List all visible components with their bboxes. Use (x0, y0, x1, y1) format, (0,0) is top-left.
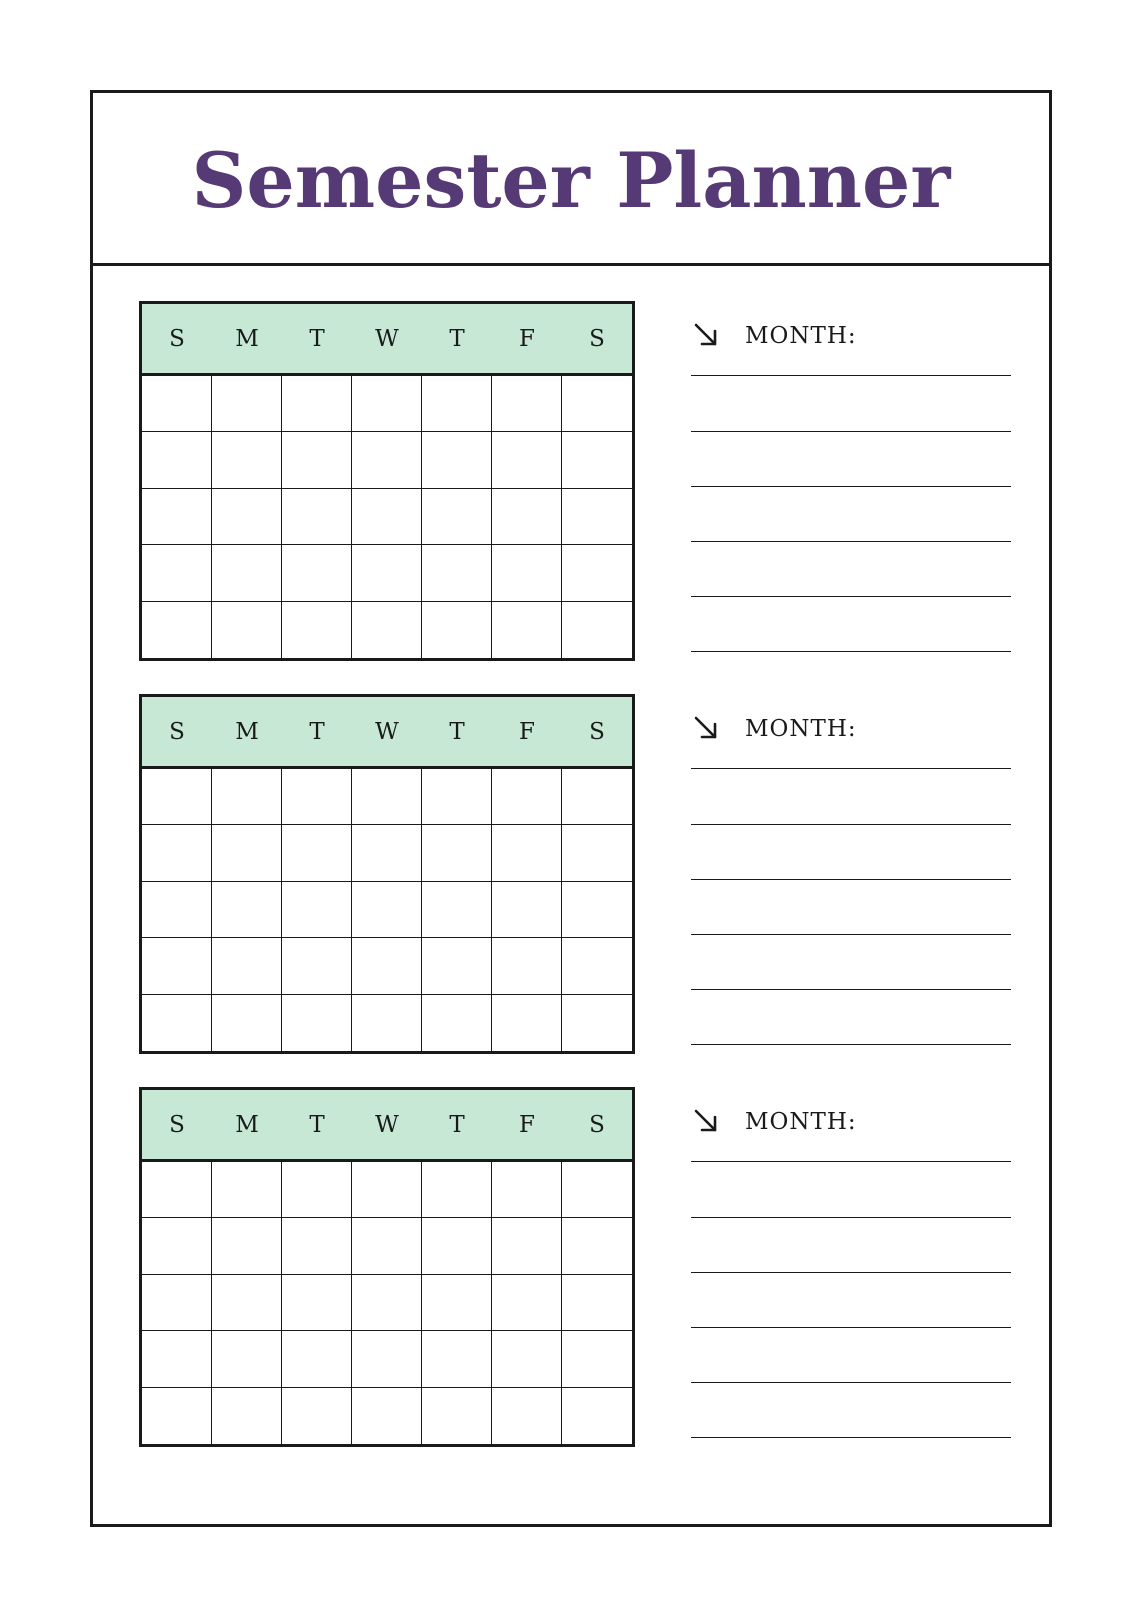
weekday-label: F (519, 325, 535, 352)
calendar-cell[interactable] (422, 602, 492, 658)
calendar-cell[interactable] (492, 825, 562, 881)
calendar-cell[interactable] (352, 995, 422, 1051)
calendar-cell[interactable] (422, 995, 492, 1051)
note-line[interactable] (691, 1437, 1011, 1438)
calendar-cell[interactable] (562, 825, 632, 881)
calendar-cell[interactable] (422, 1162, 492, 1218)
calendar-cell[interactable] (212, 938, 282, 994)
weekday-label: W (375, 325, 399, 352)
calendar-cell[interactable] (142, 1331, 212, 1387)
month-calendar (139, 694, 635, 1054)
calendar-cell[interactable] (142, 882, 212, 938)
calendar-cell[interactable] (492, 1218, 562, 1274)
calendar-cell[interactable] (352, 1218, 422, 1274)
weekday-label: M (235, 718, 259, 745)
calendar-cell[interactable] (422, 545, 492, 601)
calendar-cell[interactable] (352, 1331, 422, 1387)
calendar-cell[interactable] (562, 376, 632, 432)
calendar-cell[interactable] (562, 489, 632, 545)
calendar-cell[interactable] (352, 825, 422, 881)
calendar-cell[interactable] (492, 376, 562, 432)
calendar-cell[interactable] (282, 1162, 352, 1218)
calendar-cell[interactable] (352, 938, 422, 994)
month-section (139, 1087, 1009, 1447)
calendar-cell[interactable] (352, 769, 422, 825)
month-field[interactable] (691, 1087, 1011, 1162)
calendar-cell[interactable] (422, 769, 492, 825)
weekday-label: T (449, 1111, 465, 1138)
weekday-label: S (589, 325, 605, 352)
month-label: MONTH: (745, 716, 857, 742)
note-line[interactable] (691, 1382, 1011, 1383)
month-notes (691, 301, 1011, 661)
calendar-cell[interactable] (212, 489, 282, 545)
calendar-cell[interactable] (562, 938, 632, 994)
calendar-cell[interactable] (212, 995, 282, 1051)
note-line[interactable] (691, 541, 1011, 542)
calendar-cell[interactable] (142, 432, 212, 488)
calendar-cell[interactable] (422, 938, 492, 994)
calendar-cell[interactable] (562, 882, 632, 938)
calendar-cell[interactable] (212, 825, 282, 881)
calendar-cell[interactable] (562, 1275, 632, 1331)
calendar-cell[interactable] (282, 1218, 352, 1274)
calendar-cell[interactable] (422, 489, 492, 545)
calendar-cell[interactable] (352, 1388, 422, 1444)
weekday-label: M (235, 325, 259, 352)
month-section (139, 694, 1009, 1054)
calendar-cell[interactable] (282, 545, 352, 601)
calendar-cell[interactable] (282, 602, 352, 658)
calendar-grid (142, 769, 632, 1051)
arrow-down-right-icon (691, 713, 721, 743)
note-line[interactable] (691, 596, 1011, 597)
calendar-cell[interactable] (282, 489, 352, 545)
calendar-cell[interactable] (422, 1331, 492, 1387)
calendar-cell[interactable] (142, 376, 212, 432)
calendar-cell[interactable] (352, 489, 422, 545)
note-line[interactable] (691, 879, 1011, 880)
calendar-cell[interactable] (492, 938, 562, 994)
weekday-label: F (519, 1111, 535, 1138)
note-line[interactable] (691, 431, 1011, 432)
note-line[interactable] (691, 1217, 1011, 1218)
calendar-cell[interactable] (562, 1388, 632, 1444)
calendar-cell[interactable] (282, 882, 352, 938)
calendar-cell[interactable] (212, 769, 282, 825)
month-field[interactable] (691, 301, 1011, 376)
month-section (139, 301, 1009, 661)
calendar-cell[interactable] (142, 825, 212, 881)
month-notes (691, 1087, 1011, 1447)
calendar-cell[interactable] (282, 769, 352, 825)
calendar-cell[interactable] (212, 882, 282, 938)
calendar-cell[interactable] (282, 432, 352, 488)
weekday-label: W (375, 1111, 399, 1138)
calendar-cell[interactable] (142, 938, 212, 994)
weekday-label: S (589, 718, 605, 745)
month-notes (691, 694, 1011, 1054)
weekday-label: S (589, 1111, 605, 1138)
calendar-cell[interactable] (562, 1218, 632, 1274)
calendar-cell[interactable] (282, 1388, 352, 1444)
calendar-cell[interactable] (422, 1275, 492, 1331)
calendar-cell[interactable] (492, 1388, 562, 1444)
month-calendar (139, 301, 635, 661)
calendar-cell[interactable] (352, 545, 422, 601)
month-label: MONTH: (745, 323, 857, 349)
calendar-cell[interactable] (212, 1331, 282, 1387)
calendar-cell[interactable] (492, 1162, 562, 1218)
calendar-cell[interactable] (492, 602, 562, 658)
calendar-cell[interactable] (212, 1162, 282, 1218)
month-label: MONTH: (745, 1109, 857, 1135)
calendar-cell[interactable] (422, 825, 492, 881)
calendar-cell[interactable] (562, 1331, 632, 1387)
weekday-header (142, 1090, 632, 1162)
note-line[interactable] (691, 989, 1011, 990)
calendar-cell[interactable] (282, 1275, 352, 1331)
weekday-label: S (169, 1111, 185, 1138)
calendar-cell[interactable] (492, 769, 562, 825)
weekday-label: T (309, 1111, 325, 1138)
note-line[interactable] (691, 651, 1011, 652)
calendar-cell[interactable] (422, 432, 492, 488)
calendar-cell[interactable] (352, 432, 422, 488)
title-band (93, 93, 1049, 266)
calendar-cell[interactable] (212, 1218, 282, 1274)
calendar-cell[interactable] (142, 602, 212, 658)
calendar-cell[interactable] (492, 489, 562, 545)
calendar-cell[interactable] (142, 489, 212, 545)
calendar-cell[interactable] (352, 602, 422, 658)
calendar-cell[interactable] (212, 376, 282, 432)
weekday-label: M (235, 1111, 259, 1138)
calendar-cell[interactable] (282, 995, 352, 1051)
calendar-cell[interactable] (142, 1275, 212, 1331)
calendar-cell[interactable] (562, 995, 632, 1051)
weekday-label: T (449, 718, 465, 745)
calendar-cell[interactable] (352, 376, 422, 432)
month-calendar (139, 1087, 635, 1447)
calendar-cell[interactable] (562, 1162, 632, 1218)
calendar-cell[interactable] (352, 1162, 422, 1218)
calendar-cell[interactable] (142, 1218, 212, 1274)
note-line[interactable] (691, 934, 1011, 935)
calendar-cell[interactable] (142, 995, 212, 1051)
calendar-cell[interactable] (212, 602, 282, 658)
calendar-cell[interactable] (282, 938, 352, 994)
calendar-cell[interactable] (422, 1388, 492, 1444)
calendar-cell[interactable] (212, 1388, 282, 1444)
calendar-cell[interactable] (282, 1331, 352, 1387)
weekday-label: S (169, 325, 185, 352)
calendar-cell[interactable] (352, 1275, 422, 1331)
calendar-cell[interactable] (562, 545, 632, 601)
calendar-cell[interactable] (562, 432, 632, 488)
note-line[interactable] (691, 1272, 1011, 1273)
note-line[interactable] (691, 1327, 1011, 1328)
month-field[interactable] (691, 694, 1011, 769)
calendar-cell[interactable] (492, 432, 562, 488)
calendar-cell[interactable] (492, 995, 562, 1051)
weekday-label: T (309, 325, 325, 352)
calendar-grid (142, 376, 632, 658)
weekday-label: T (309, 718, 325, 745)
calendar-cell[interactable] (142, 769, 212, 825)
weekday-label: F (519, 718, 535, 745)
note-line[interactable] (691, 824, 1011, 825)
calendar-cell[interactable] (422, 882, 492, 938)
calendar-cell[interactable] (212, 432, 282, 488)
calendar-grid (142, 1162, 632, 1444)
calendar-cell[interactable] (142, 545, 212, 601)
calendar-cell[interactable] (562, 602, 632, 658)
calendar-cell[interactable] (492, 1331, 562, 1387)
arrow-down-right-icon (691, 1106, 721, 1136)
calendar-cell[interactable] (422, 1218, 492, 1274)
weekday-label: S (169, 718, 185, 745)
calendar-cell[interactable] (212, 545, 282, 601)
weekday-header (142, 304, 632, 376)
calendar-cell[interactable] (562, 769, 632, 825)
planner-page (90, 90, 1052, 1527)
weekday-header (142, 697, 632, 769)
calendar-cell[interactable] (282, 825, 352, 881)
calendar-cell[interactable] (492, 882, 562, 938)
calendar-cell[interactable] (212, 1275, 282, 1331)
page-title: Semester Planner (191, 135, 951, 225)
weekday-label: W (375, 718, 399, 745)
calendar-cell[interactable] (282, 376, 352, 432)
calendar-cell[interactable] (142, 1162, 212, 1218)
note-line[interactable] (691, 486, 1011, 487)
calendar-cell[interactable] (492, 545, 562, 601)
arrow-down-right-icon (691, 320, 721, 350)
calendar-cell[interactable] (422, 376, 492, 432)
note-line[interactable] (691, 1044, 1011, 1045)
calendar-cell[interactable] (142, 1388, 212, 1444)
weekday-label: T (449, 325, 465, 352)
calendar-cell[interactable] (352, 882, 422, 938)
calendar-cell[interactable] (492, 1275, 562, 1331)
